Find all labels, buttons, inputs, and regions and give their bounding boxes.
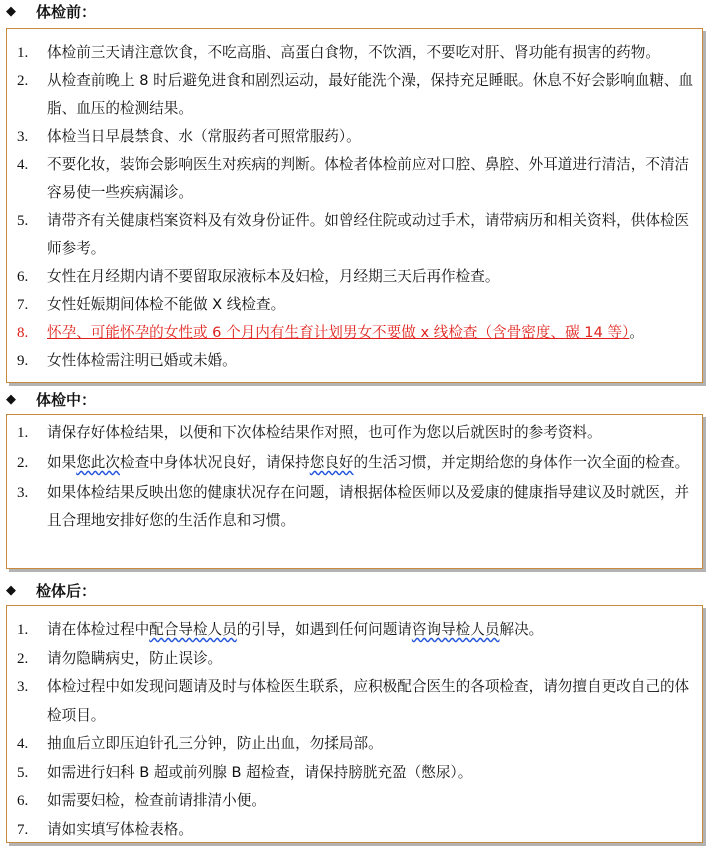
- item-text: [47, 616, 702, 645]
- item-text: 体检过程中如发现问题请及时与体检医生联系，应积极配合医生的各项检查，请勿擅自更改自己的体检项目。: [47, 678, 690, 724]
- item-text: 请保存好体检结果，以便和下次体检结果作对照，也可作为您以后就医时的参考资料。: [47, 424, 602, 441]
- item-number: 3.: [17, 129, 29, 145]
- list-item: [7, 151, 702, 207]
- item-text: 不要化妆，装饰会影响医生对疾病的判断。体检者体检前应对口腔、鼻腔、外耳道进行清洁，不清洁容易使一些疾病漏诊。: [47, 156, 690, 201]
- item-number: 4.: [17, 157, 29, 173]
- item-number: 1.: [17, 425, 29, 441]
- item-number: 1.: [17, 45, 29, 61]
- text-part: 请在体检过程中: [47, 621, 150, 638]
- text-part: 解决。: [499, 621, 544, 638]
- list-item: [7, 730, 702, 759]
- text-part: 的引导，如遇到任何问题请: [236, 621, 412, 638]
- item-number: 3.: [17, 679, 29, 695]
- item-text-tail: 。: [629, 324, 645, 341]
- list-item: [7, 787, 702, 816]
- spellcheck-text: 咨询导检人员: [411, 621, 500, 638]
- item-text: 女性体检需注明已婚或未婚。: [47, 352, 237, 369]
- list-item: [7, 479, 702, 535]
- item-text: 请勿隐瞒病史，防止误诊。: [47, 649, 223, 667]
- list-item: [7, 419, 702, 447]
- list-item-warning: [7, 319, 702, 347]
- list-item: [7, 759, 702, 788]
- instruction-list: [7, 39, 702, 375]
- list-item: [7, 616, 702, 645]
- item-text: 如果体检结果反映出您的健康状况存在问题，请根据体检医师以及爱康的健康指导建议及时就医，并且合理地安排好您的生活作息和习惯。: [47, 484, 690, 529]
- item-text: 女性妊娠期间体检不能做 X 线检查。: [47, 296, 286, 313]
- text-part: 检查中身体状况良好，请保持: [120, 454, 310, 471]
- list-item: [7, 39, 702, 67]
- item-text: 体检前三天请注意饮食，不吃高脂、高蛋白食物，不饮酒，不要吃对肝、肾功能有损害的药物。: [47, 44, 660, 61]
- item-number: 8.: [17, 325, 29, 341]
- warning-text: 怀孕、可能怀孕的女性或 6 个月内有生育计划男女不要做 x 线检查（含骨密度、碳 14 等）: [47, 324, 630, 341]
- list-item: [7, 207, 702, 263]
- instruction-list: [7, 419, 702, 535]
- item-text: 请带齐有关健康档案资料及有效身份证件。如曾经住院或动过手术，请带病历和相关资料，供体检医师参考。: [47, 212, 690, 257]
- section-heading-during: [6, 389, 96, 411]
- section-title: 体检中：: [36, 391, 97, 409]
- list-item: [7, 816, 702, 845]
- item-number: 6.: [17, 269, 29, 285]
- list-item: [7, 291, 702, 319]
- item-number: 1.: [17, 622, 29, 638]
- item-number: 2.: [17, 650, 29, 667]
- item-number: 7.: [17, 821, 29, 838]
- item-number: 7.: [17, 297, 29, 313]
- item-text: 女性在月经期内请不要留取尿液标本及妇检，月经期三天后再作检查。: [47, 268, 500, 285]
- item-number: 2.: [17, 73, 29, 89]
- item-text: [47, 449, 702, 477]
- instruction-list: [7, 616, 702, 844]
- item-number: 2.: [17, 455, 29, 471]
- section-box-before: [6, 28, 703, 383]
- spellcheck-text: 您良好: [309, 454, 354, 471]
- item-number: 4.: [17, 736, 29, 752]
- item-text: 抽血后立即压迫针孔三分钟，防止出血，勿揉局部。: [47, 735, 383, 752]
- list-item: [7, 123, 702, 151]
- item-text: 从检查前晚上 8 时后避免进食和剧烈运动，最好能洗个澡，保持充足睡眠。休息不好会影响血糖、血脂、血压的检测结果。: [47, 72, 694, 117]
- text-part: 的生活习惯，并定期给您的身体作一次全面的检查。: [353, 454, 690, 471]
- item-text: 请如实填写体检表格。: [47, 820, 193, 838]
- diamond-bullet-icon: ◆: [6, 583, 16, 598]
- list-item: [7, 645, 702, 674]
- item-number: 6.: [17, 793, 29, 809]
- text-part: 如果: [47, 454, 77, 471]
- item-text: 如需要妇检，检查前请排清小便。: [47, 792, 266, 809]
- section-heading-after: [6, 580, 96, 602]
- diamond-bullet-icon: ◆: [6, 392, 16, 407]
- list-item: [7, 673, 702, 730]
- spellcheck-text: 您此次: [76, 454, 120, 471]
- item-number: 5.: [17, 213, 29, 229]
- section-box-after: [6, 605, 703, 843]
- item-text: 如需进行妇科 B 超或前列腺 B 超检查，请保持膀胱充盈（憋尿）。: [47, 763, 473, 781]
- list-item: [7, 263, 702, 291]
- list-item: [7, 347, 702, 375]
- section-title: 体检前：: [36, 3, 97, 21]
- diamond-bullet-icon: ◆: [6, 4, 16, 19]
- item-text: 体检当日早晨禁食、水（常服药者可照常服药）。: [47, 128, 361, 145]
- list-item: [7, 449, 702, 477]
- list-item: [7, 67, 702, 123]
- section-title: 检体后：: [36, 582, 97, 600]
- item-number: 3.: [17, 485, 29, 501]
- item-number: 9.: [17, 353, 29, 369]
- item-number: 5.: [17, 764, 29, 781]
- section-box-during: [6, 414, 703, 569]
- section-heading-before: [6, 1, 96, 23]
- spellcheck-text: 配合导检人员: [149, 621, 237, 638]
